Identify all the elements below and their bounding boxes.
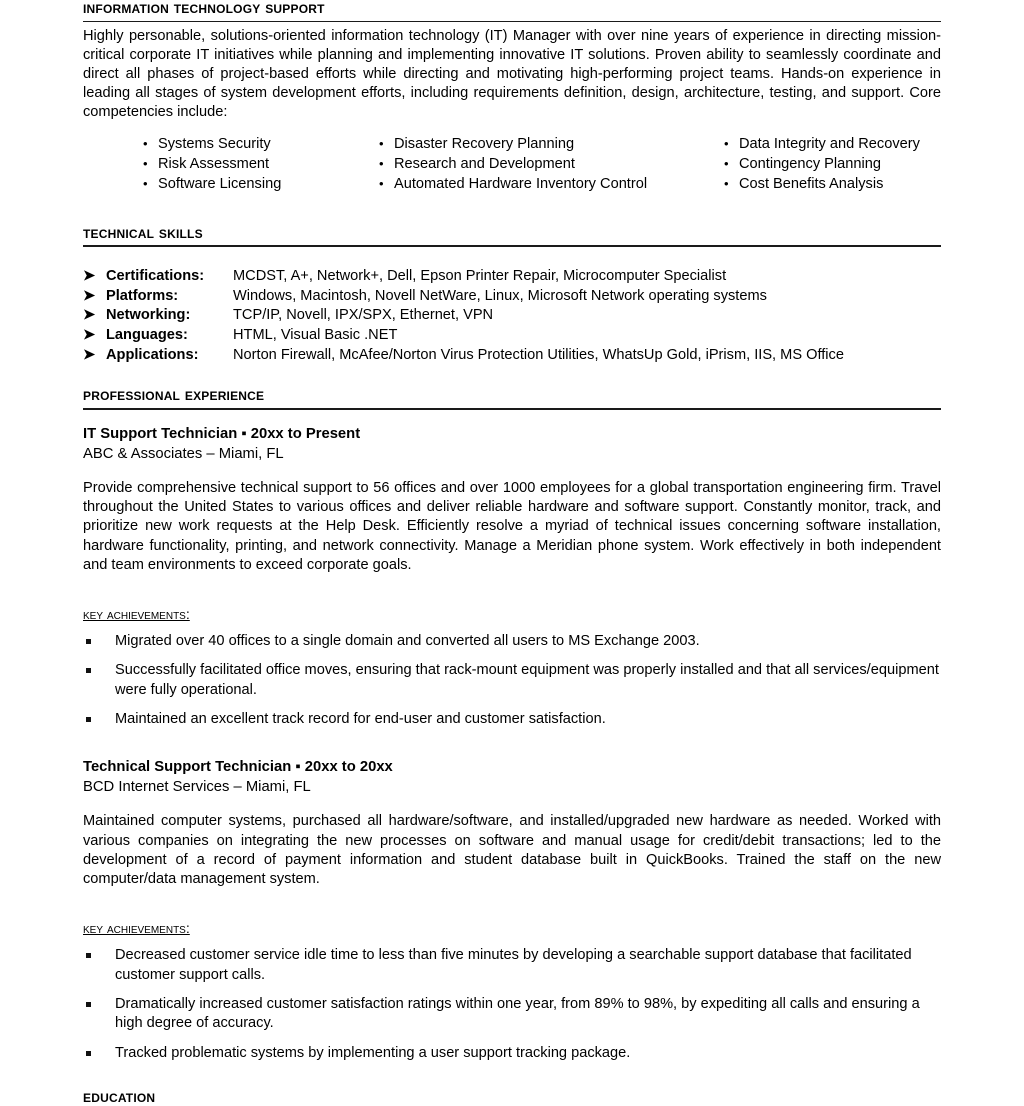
square-bullet-icon bbox=[86, 1002, 91, 1007]
square-bullet-icon bbox=[86, 668, 91, 673]
skill-label: Platforms: bbox=[106, 287, 179, 304]
competency-label: Research and Development bbox=[394, 155, 575, 172]
section-heading-education: education bbox=[83, 1088, 156, 1106]
list-item bbox=[83, 661, 941, 700]
education-section bbox=[83, 1089, 941, 1106]
job-description: Maintained computer systems, purchased all hardware/software, and installed/upgraded new hardware as needed. Worked with various companies on integrating the new processes on software and manual usage for credit/debit transactions; led to the development of a record of payment information and student database built in QuickBooks. Trained the staff on the new computer/data management system. bbox=[83, 813, 941, 888]
square-bullet-icon bbox=[86, 717, 91, 722]
skill-row-applications bbox=[83, 346, 941, 366]
competency-label: Software Licensing bbox=[158, 176, 282, 193]
competency-label: Contingency Planning bbox=[739, 155, 881, 172]
competency-item bbox=[379, 134, 724, 154]
competency-label: Risk Assessment bbox=[158, 155, 270, 172]
arrow-right-icon: ➤ bbox=[83, 327, 96, 344]
list-item bbox=[83, 946, 941, 985]
bullet-dot-icon: • bbox=[724, 135, 729, 151]
achievement-text: Dramatically increased customer satisfaction ratings within one year, from 89% to 98%, by expediting all calls and ensuring a high degree of accuracy. bbox=[115, 996, 920, 1032]
square-bullet-icon bbox=[86, 1051, 91, 1056]
competency-item bbox=[379, 154, 724, 174]
skill-row-languages bbox=[83, 326, 941, 346]
competency-label: Automated Hardware Inventory Control bbox=[394, 176, 648, 193]
section-heading-professional-experience: professional experience bbox=[83, 386, 265, 405]
skill-label: Certifications: bbox=[106, 268, 205, 285]
technical-skills-section bbox=[83, 225, 941, 365]
arrow-right-icon: ➤ bbox=[83, 346, 96, 363]
competency-label: Cost Benefits Analysis bbox=[739, 176, 884, 193]
achievement-text: Migrated over 40 offices to a single domain and converted all users to MS Exchange 2003. bbox=[115, 632, 700, 649]
spacer bbox=[83, 365, 941, 387]
skill-value: TCP/IP, Novell, IPX/SPX, Ethernet, VPN bbox=[233, 307, 494, 324]
list-item bbox=[83, 995, 941, 1034]
list-item bbox=[83, 632, 941, 651]
competency-item bbox=[143, 174, 379, 194]
achievements-list bbox=[83, 632, 941, 730]
square-bullet-icon bbox=[86, 639, 91, 644]
section-heading-information-technology-support: information technology support bbox=[83, 0, 325, 17]
summary-section bbox=[83, 0, 941, 195]
professional-experience-section bbox=[83, 387, 941, 1063]
job-description: Provide comprehensive technical support to 56 offices and over 1000 employees for a global transportation engineering firm. Travel throughout the United States to various offices and deliver reliable hardware and software support. Constantly monitor, track, and prioritize new work requests at the Help Desk. Efficiently resolve a myriad of technical issues concerning software installation, hardware functionality, printing, and network connectivity. Manage a Meridian phone system. Work effectively in both independent and team environments to exceed corporate goals. bbox=[83, 479, 941, 573]
list-item bbox=[83, 1044, 941, 1063]
bullet-dot-icon: • bbox=[379, 176, 384, 192]
square-bullet-icon bbox=[86, 953, 91, 958]
skill-value: HTML, Visual Basic .NET bbox=[233, 327, 398, 344]
arrow-right-icon: ➤ bbox=[83, 307, 96, 324]
skill-label: Applications: bbox=[106, 346, 199, 363]
competency-label: Data Integrity and Recovery bbox=[739, 135, 920, 152]
competency-label: Systems Security bbox=[158, 135, 271, 152]
achievement-text: Maintained an excellent track record for end-user and customer satisfaction. bbox=[115, 711, 606, 727]
competency-label: Disaster Recovery Planning bbox=[394, 135, 575, 152]
achievements-list bbox=[83, 946, 941, 1063]
skill-value: Norton Firewall, McAfee/Norton Virus Protection Utilities, WhatsUp Gold, iPrism, IIS, MS Office bbox=[233, 346, 844, 363]
experience-heading-rule bbox=[83, 408, 941, 410]
skills-list bbox=[83, 267, 941, 365]
skill-row-certifications bbox=[83, 267, 941, 287]
bullet-dot-icon: • bbox=[379, 155, 384, 171]
bullet-dot-icon: • bbox=[724, 155, 729, 171]
job-company: BCD Internet Services – Miami, FL bbox=[83, 779, 311, 796]
summary-heading-rule bbox=[83, 21, 941, 22]
list-item bbox=[83, 710, 941, 729]
competency-item bbox=[143, 134, 379, 154]
bullet-dot-icon: • bbox=[143, 176, 148, 192]
skill-value: Windows, Macintosh, Novell NetWare, Linux, Microsoft Network operating systems bbox=[233, 287, 767, 304]
skill-row-platforms bbox=[83, 287, 941, 307]
competency-item bbox=[724, 134, 941, 154]
skill-row-networking bbox=[83, 306, 941, 326]
job-company: ABC & Associates – Miami, FL bbox=[83, 445, 284, 462]
summary-paragraph: Highly personable, solutions-oriented information technology (IT) Manager with over nine years of experience in directing mission-critical corporate IT initiatives while planning and implementing innovative IT solutions. Proven ability to seamlessly coordinate and direct all phases of project-based efforts while directing and motivating high-performing project teams. Hands-on experience in leading all stages of system development efforts, including requirements definition, design, architecture, testing, and support. Core competencies include: bbox=[83, 27, 941, 121]
competency-item bbox=[724, 174, 941, 194]
competency-item bbox=[143, 154, 379, 174]
key-achievements-heading: key achievements: bbox=[83, 921, 190, 938]
bullet-dot-icon: • bbox=[379, 135, 384, 151]
spacer bbox=[83, 195, 941, 225]
spacer bbox=[83, 729, 941, 743]
job-title: Technical Support Technician ▪ 20xx to 20xx bbox=[83, 759, 393, 776]
section-heading-technical-skills: technical skills bbox=[83, 223, 203, 242]
competency-item bbox=[379, 174, 724, 194]
bullet-dot-icon: • bbox=[143, 135, 148, 151]
skill-value: MCDST, A+, Network+, Dell, Epson Printer Repair, Microcomputer Specialist bbox=[233, 268, 727, 285]
core-competencies-grid bbox=[83, 134, 941, 195]
arrow-right-icon: ➤ bbox=[83, 287, 96, 304]
technical-skills-heading-rule bbox=[83, 245, 941, 247]
skill-label: Languages: bbox=[106, 327, 188, 344]
experience-entry bbox=[83, 424, 941, 730]
achievement-text: Tracked problematic systems by implementing a user support tracking package. bbox=[115, 1044, 631, 1061]
skill-label: Networking: bbox=[106, 307, 191, 324]
experience-entry bbox=[83, 757, 941, 1063]
bullet-dot-icon: • bbox=[724, 176, 729, 192]
achievement-text: Successfully facilitated office moves, ensuring that rack-mount equipment was properly installed and that all services/equipment were fully operational. bbox=[115, 662, 939, 698]
job-title: IT Support Technician ▪ 20xx to Present bbox=[83, 425, 361, 442]
bullet-dot-icon: • bbox=[143, 155, 148, 171]
competency-item bbox=[724, 154, 941, 174]
key-achievements-heading: key achievements: bbox=[83, 606, 190, 623]
achievement-text: Decreased customer service idle time to less than five minutes by developing a searchable support database that facilitated customer support calls. bbox=[115, 947, 912, 983]
arrow-right-icon: ➤ bbox=[83, 268, 96, 285]
